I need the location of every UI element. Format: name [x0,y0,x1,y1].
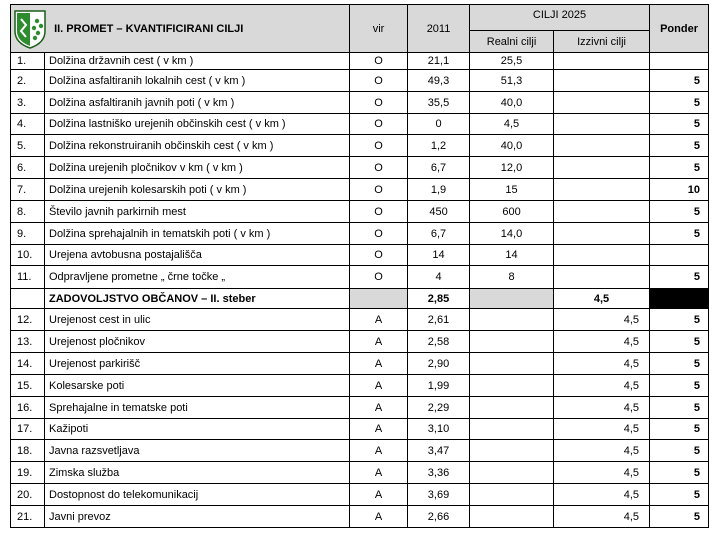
row-value-2011: 0 [408,114,470,135]
row-real-goal [470,309,554,331]
header-goals: CILJI 2025 [470,5,650,31]
row-real-goal [470,331,554,353]
table-row [11,135,709,157]
row-number: 2. [11,70,45,92]
table-row [11,419,709,440]
row-label: Dolžina urejenih pločnikov v km ( v km ) [45,157,350,179]
row-ponder: 5 [650,331,709,353]
row-value-2011: 1,2 [408,135,470,157]
row-ponder: 5 [650,135,709,157]
row-number: 3. [11,92,45,114]
row-source: A [350,462,408,484]
row-challenge-goal [554,266,650,289]
row-source: A [350,309,408,331]
row-real-goal: 12,0 [470,157,554,179]
row-label: Urejenost parkirišč [45,353,350,375]
row-label: Število javnih parkirnih mest [45,201,350,223]
row-ponder: 5 [650,375,709,397]
row-value-2011: 1,99 [408,375,470,397]
row-number: 20. [11,484,45,506]
table-row [11,201,709,223]
row-number: 11. [11,266,45,289]
table-row [11,440,709,462]
row-label: Kažipoti [45,419,350,440]
section-real [470,289,554,309]
row-challenge-goal [554,157,650,179]
header-row-top [11,5,709,31]
row-label: Dolžina asfaltiranih lokalnih cest ( v km ) [45,70,350,92]
row-source: A [350,419,408,440]
table-row [11,114,709,135]
row-number: 16. [11,397,45,419]
header-real: Realni cilji [470,31,554,53]
row-number: 19. [11,462,45,484]
row-ponder: 5 [650,266,709,289]
row-label: Odpravljene prometne „ črne točke „ [45,266,350,289]
row-source: O [350,92,408,114]
row-challenge-goal: 4,5 [554,419,650,440]
row-number: 17. [11,419,45,440]
row-value-2011: 3,47 [408,440,470,462]
row-label: Urejenost pločnikov [45,331,350,353]
row-number: 1. [11,53,45,70]
row-challenge-goal [554,223,650,245]
kpi-table [10,4,709,528]
row-number: 4. [11,114,45,135]
row-source: O [350,135,408,157]
row-source: O [350,179,408,201]
row-number: 12. [11,309,45,331]
table-row [11,353,709,375]
row-value-2011: 2,90 [408,353,470,375]
row-number: 9. [11,223,45,245]
section-ponder [650,289,709,309]
row-challenge-goal: 4,5 [554,353,650,375]
section-spacer [11,289,45,309]
row-real-goal [470,397,554,419]
row-ponder: 5 [650,92,709,114]
row-challenge-goal [554,245,650,266]
row-real-goal [470,462,554,484]
row-source: O [350,114,408,135]
row-source: A [350,397,408,419]
row-challenge-goal [554,70,650,92]
row-label: Sprehajalne in tematske poti [45,397,350,419]
header-vir: vir [350,5,408,53]
row-challenge-goal [554,53,650,70]
row-value-2011: 14 [408,245,470,266]
row-real-goal: 14 [470,245,554,266]
row-ponder: 5 [650,309,709,331]
table-row [11,484,709,506]
row-value-2011: 49,3 [408,70,470,92]
row-challenge-goal: 4,5 [554,462,650,484]
row-ponder: 5 [650,353,709,375]
row-value-2011: 2,61 [408,309,470,331]
row-number: 5. [11,135,45,157]
row-ponder: 5 [650,419,709,440]
row-label: Dolžina državnih cest ( v km ) [45,53,350,70]
row-number: 13. [11,331,45,353]
row-source: O [350,157,408,179]
row-number: 8. [11,201,45,223]
row-real-goal: 600 [470,201,554,223]
table-row [11,462,709,484]
section-challenge: 4,5 [554,289,650,309]
row-value-2011: 6,7 [408,223,470,245]
row-label: Dolžina asfaltiranih javnih poti ( v km ) [45,92,350,114]
table-row [11,179,709,201]
row-label: Kolesarske poti [45,375,350,397]
section-row [11,289,709,309]
row-source: A [350,484,408,506]
row-label: Dolžina urejenih kolesarskih poti ( v km ) [45,179,350,201]
row-ponder: 5 [650,114,709,135]
row-ponder [650,53,709,70]
row-ponder: 5 [650,397,709,419]
header-year: 2011 [408,5,470,53]
row-value-2011: 4 [408,266,470,289]
table-row [11,375,709,397]
row-challenge-goal: 4,5 [554,440,650,462]
row-value-2011: 2,29 [408,397,470,419]
table-row [11,331,709,353]
row-label: Dolžina sprehajalnih in tematskih poti ( v km ) [45,223,350,245]
row-label: Javni prevoz [45,506,350,528]
row-label: Urejenost cest in ulic [45,309,350,331]
row-ponder [650,245,709,266]
row-number: 10. [11,245,45,266]
row-number: 14. [11,353,45,375]
table-row [11,245,709,266]
coat-of-arms-icon [13,9,47,49]
row-label: Dolžina lastniško urejenih občinskih cest ( v km ) [45,114,350,135]
row-challenge-goal: 4,5 [554,397,650,419]
row-challenge-goal [554,201,650,223]
table-row [11,309,709,331]
row-value-2011: 3,10 [408,419,470,440]
row-number: 18. [11,440,45,462]
row-source: O [350,223,408,245]
row-challenge-goal [554,179,650,201]
row-ponder: 5 [650,484,709,506]
row-label: Javna razsvetljava [45,440,350,462]
row-number: 6. [11,157,45,179]
row-label: Dolžina rekonstruiranih občinskih cest ( v km ) [45,135,350,157]
row-real-goal: 40,0 [470,135,554,157]
row-ponder: 5 [650,201,709,223]
row-challenge-goal: 4,5 [554,331,650,353]
row-real-goal [470,440,554,462]
row-source: O [350,201,408,223]
row-challenge-goal: 4,5 [554,309,650,331]
row-real-goal [470,353,554,375]
row-real-goal: 8 [470,266,554,289]
row-real-goal [470,375,554,397]
table-row [11,223,709,245]
row-value-2011: 2,66 [408,506,470,528]
table-row [11,53,709,70]
table-row [11,157,709,179]
row-source: A [350,506,408,528]
row-real-goal [470,506,554,528]
row-source: A [350,353,408,375]
table-row [11,92,709,114]
table-row [11,70,709,92]
row-ponder: 5 [650,440,709,462]
row-number: 7. [11,179,45,201]
table-row [11,266,709,289]
row-label: Urejena avtobusna postajališča [45,245,350,266]
row-value-2011: 1,9 [408,179,470,201]
header-izz: Izzivni cilji [554,31,650,53]
row-value-2011: 2,58 [408,331,470,353]
row-number: 21. [11,506,45,528]
row-challenge-goal [554,114,650,135]
kpi-table-container [10,4,708,528]
row-source: A [350,331,408,353]
section-source [350,289,408,309]
section-label: ZADOVOLJSTVO OBČANOV – II. steber [45,289,350,309]
row-label: Zimska služba [45,462,350,484]
row-ponder: 5 [650,157,709,179]
row-real-goal: 40,0 [470,92,554,114]
row-source: O [350,245,408,266]
row-value-2011: 3,69 [408,484,470,506]
row-real-goal: 4,5 [470,114,554,135]
row-real-goal: 51,3 [470,70,554,92]
row-ponder: 5 [650,506,709,528]
row-ponder: 5 [650,462,709,484]
row-real-goal: 25,5 [470,53,554,70]
table-row [11,506,709,528]
row-real-goal [470,484,554,506]
header-title-cell [11,5,350,53]
row-challenge-goal [554,92,650,114]
row-value-2011: 6,7 [408,157,470,179]
row-challenge-goal [554,135,650,157]
section-value-2011: 2,85 [408,289,470,309]
row-real-goal: 14,0 [470,223,554,245]
row-source: O [350,53,408,70]
row-label: Dostopnost do telekomunikacij [45,484,350,506]
row-challenge-goal: 4,5 [554,375,650,397]
row-challenge-goal: 4,5 [554,484,650,506]
row-value-2011: 21,1 [408,53,470,70]
row-source: A [350,375,408,397]
row-real-goal [470,419,554,440]
row-source: O [350,266,408,289]
row-value-2011: 3,36 [408,462,470,484]
row-value-2011: 450 [408,201,470,223]
row-source: O [350,70,408,92]
table-row [11,397,709,419]
row-source: A [350,440,408,462]
page-title: II. PROMET – KVANTIFICIRANI CILJI [54,22,244,35]
row-challenge-goal: 4,5 [554,506,650,528]
header-ponder: Ponder [650,5,709,53]
row-ponder: 10 [650,179,709,201]
row-value-2011: 35,5 [408,92,470,114]
row-ponder: 5 [650,223,709,245]
row-number: 15. [11,375,45,397]
row-real-goal: 15 [470,179,554,201]
row-ponder: 5 [650,70,709,92]
